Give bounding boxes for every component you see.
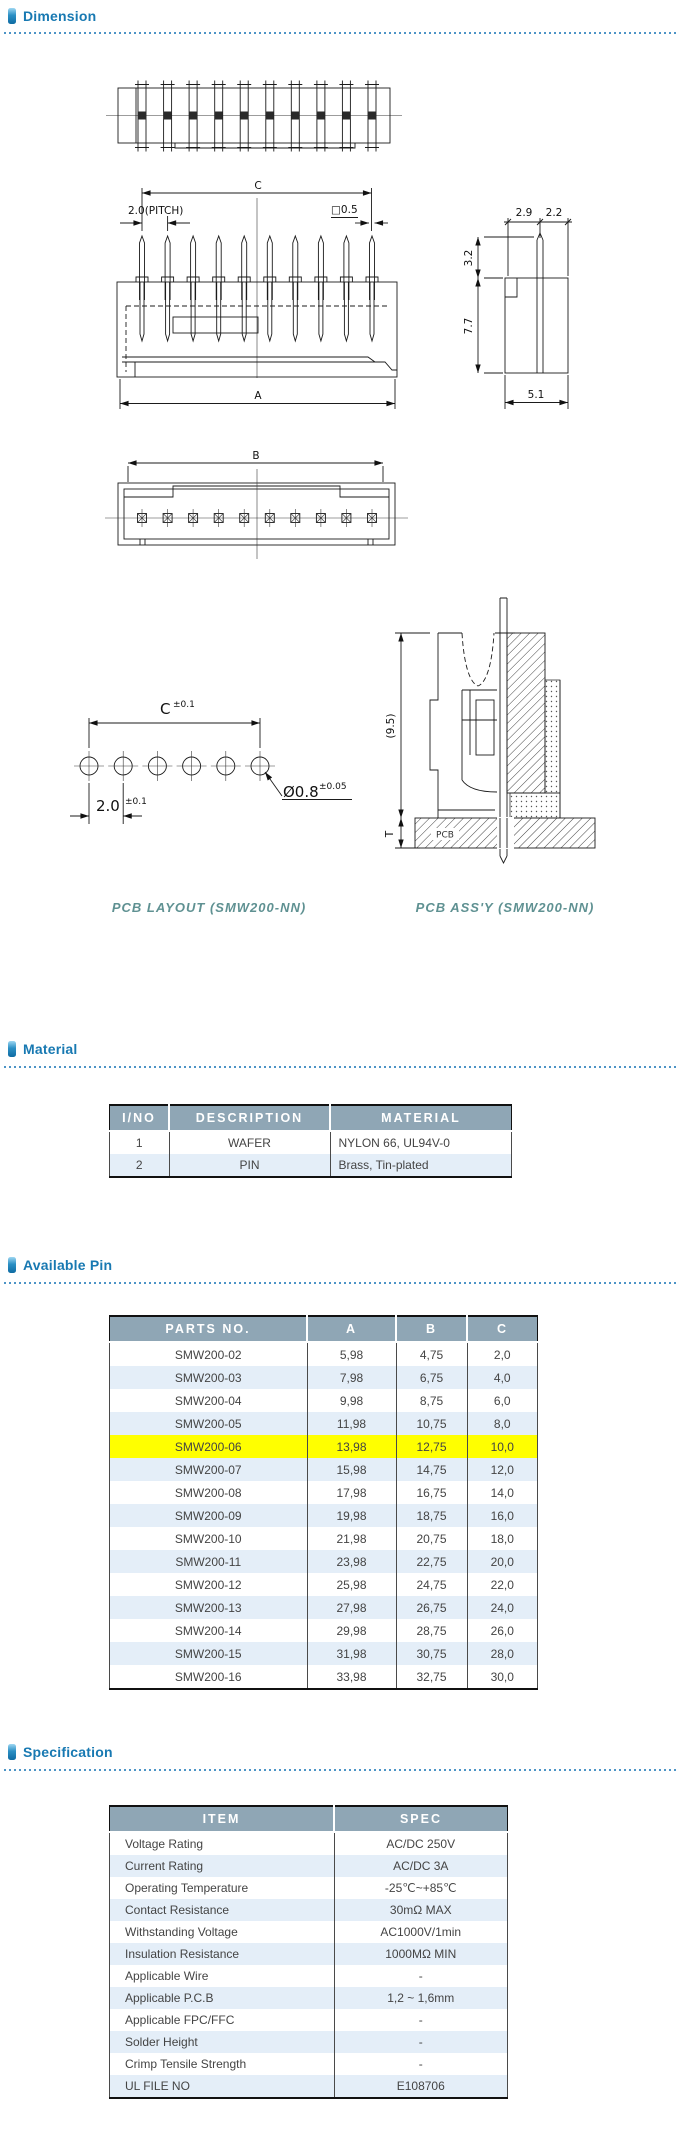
table-cell: 27,98 xyxy=(307,1596,396,1619)
table-cell: WAFER xyxy=(169,1131,330,1154)
dotted-divider xyxy=(4,1282,676,1284)
table-cell: Withstanding Voltage xyxy=(110,1921,335,1943)
table-cell: 2,0 xyxy=(467,1342,538,1366)
column-header: C xyxy=(467,1316,538,1342)
table-row xyxy=(110,1642,538,1665)
dim-label-c: C xyxy=(254,180,262,192)
dimension-drawings xyxy=(0,0,680,940)
section-header-specification xyxy=(8,1743,113,1761)
dim-label-pcb-c: C xyxy=(160,700,171,718)
table-cell: 20,75 xyxy=(396,1527,467,1550)
table-cell: 8,75 xyxy=(396,1389,467,1412)
dim-label-pcb-dia: Ø0.8 xyxy=(283,783,319,801)
table-row xyxy=(110,1550,538,1573)
table-cell: SMW200-14 xyxy=(110,1619,308,1642)
table-header-row xyxy=(110,1806,508,1832)
dotted-divider xyxy=(4,1066,676,1068)
side-view-drawing xyxy=(463,207,572,409)
table-cell: SMW200-12 xyxy=(110,1573,308,1596)
table-cell: 30,0 xyxy=(467,1665,538,1689)
table-cell: 10,0 xyxy=(467,1435,538,1458)
table-cell: Contact Resistance xyxy=(110,1899,335,1921)
table-cell: SMW200-15 xyxy=(110,1642,308,1665)
table-cell: 26,0 xyxy=(467,1619,538,1642)
table-cell: Applicable P.C.B xyxy=(110,1987,335,2009)
table-row xyxy=(110,2075,508,2098)
table-cell: SMW200-13 xyxy=(110,1596,308,1619)
table-cell: SMW200-11 xyxy=(110,1550,308,1573)
table-cell: 15,98 xyxy=(307,1458,396,1481)
table-header-row xyxy=(110,1105,512,1131)
table-row xyxy=(110,1154,512,1177)
table-cell: 16,0 xyxy=(467,1504,538,1527)
table-row xyxy=(110,1987,508,2009)
table-cell: SMW200-07 xyxy=(110,1458,308,1481)
table-cell: 22,75 xyxy=(396,1550,467,1573)
table-row xyxy=(110,1899,508,1921)
table-cell: SMW200-09 xyxy=(110,1504,308,1527)
table-cell: E108706 xyxy=(334,2075,508,2098)
table-cell: AC/DC 250V xyxy=(334,1832,508,1855)
table-row xyxy=(110,1481,538,1504)
front-view-drawing xyxy=(117,180,397,409)
table-cell: - xyxy=(334,2009,508,2031)
dim-label-32: 3.2 xyxy=(463,249,475,267)
table-cell: UL FILE NO xyxy=(110,2075,335,2098)
table-cell: NYLON 66, UL94V-0 xyxy=(330,1131,512,1154)
section-bullet-icon xyxy=(8,1041,16,1057)
table-cell: 12,0 xyxy=(467,1458,538,1481)
table-cell: 11,98 xyxy=(307,1412,396,1435)
table-cell: Brass, Tin-plated xyxy=(330,1154,512,1177)
available-pin-table xyxy=(109,1315,538,1690)
table-cell: 8,0 xyxy=(467,1412,538,1435)
table-cell: Applicable Wire xyxy=(110,1965,335,1987)
dotted-divider xyxy=(4,1769,676,1771)
table-cell: - xyxy=(334,2053,508,2075)
table-cell: 31,98 xyxy=(307,1642,396,1665)
table-cell: SMW200-06 xyxy=(110,1435,308,1458)
table-cell: Operating Temperature xyxy=(110,1877,335,1899)
section-header-material xyxy=(8,1040,78,1058)
table-cell: 26,75 xyxy=(396,1596,467,1619)
section-header-available-pin xyxy=(8,1256,112,1274)
table-row xyxy=(110,1389,538,1412)
pcb-assembly-drawing xyxy=(384,598,595,915)
table-cell: 7,98 xyxy=(307,1366,396,1389)
table-cell: Solder Height xyxy=(110,2031,335,2053)
table-cell: 24,75 xyxy=(396,1573,467,1596)
table-row xyxy=(110,1877,508,1899)
table-cell: 24,0 xyxy=(467,1596,538,1619)
table-row xyxy=(110,1665,538,1689)
table-cell: 6,75 xyxy=(396,1366,467,1389)
table-row xyxy=(110,1965,508,1987)
table-row xyxy=(110,1619,538,1642)
table-row xyxy=(110,1342,538,1366)
table-cell: 1 xyxy=(110,1131,170,1154)
dim-label-pcb-c-tol: ±0.1 xyxy=(173,700,195,710)
dim-label-pcb-dia-tol: ±0.05 xyxy=(319,782,347,792)
table-cell: 25,98 xyxy=(307,1573,396,1596)
table-cell: 1000MΩ MIN xyxy=(334,1943,508,1965)
table-row xyxy=(110,1131,512,1154)
table-cell: 1,2 ~ 1,6mm xyxy=(334,1987,508,2009)
table-cell: 17,98 xyxy=(307,1481,396,1504)
table-row xyxy=(110,1435,538,1458)
dim-label-pcb-pitch-tol: ±0.1 xyxy=(125,797,147,807)
table-cell: -25℃~+85℃ xyxy=(334,1877,508,1899)
table-cell: SMW200-10 xyxy=(110,1527,308,1550)
table-cell: 18,75 xyxy=(396,1504,467,1527)
table-row xyxy=(110,2009,508,2031)
material-table xyxy=(109,1104,512,1178)
table-cell: 29,98 xyxy=(307,1619,396,1642)
table-cell: Voltage Rating xyxy=(110,1832,335,1855)
table-cell: 18,0 xyxy=(467,1527,538,1550)
section-title: Material xyxy=(23,1041,78,1057)
table-row xyxy=(110,1943,508,1965)
table-cell: 32,75 xyxy=(396,1665,467,1689)
table-cell: 14,75 xyxy=(396,1458,467,1481)
section-title: Available Pin xyxy=(23,1257,113,1273)
dim-label-29: 2.9 xyxy=(515,207,533,219)
table-cell: 4,0 xyxy=(467,1366,538,1389)
table-row xyxy=(110,2053,508,2075)
dim-label-pcb-pitch: 2.0 xyxy=(96,797,120,815)
table-cell: 6,0 xyxy=(467,1389,538,1412)
dim-label-t: T xyxy=(384,830,396,838)
section-bullet-icon xyxy=(8,1257,16,1273)
top-view-drawing xyxy=(106,81,402,152)
table-row xyxy=(110,1458,538,1481)
table-cell: AC1000V/1min xyxy=(334,1921,508,1943)
dim-label-22: 2.2 xyxy=(545,207,563,219)
table-cell: SMW200-04 xyxy=(110,1389,308,1412)
dim-label-pitch: 2.0(PITCH) xyxy=(128,205,184,217)
table-cell: Crimp Tensile Strength xyxy=(110,2053,335,2075)
table-cell: AC/DC 3A xyxy=(334,1855,508,1877)
table-cell: 2 xyxy=(110,1154,170,1177)
column-header: DESCRIPTION xyxy=(169,1105,330,1131)
column-header: SPEC xyxy=(334,1806,508,1832)
specification-table xyxy=(109,1805,508,2099)
table-cell: SMW200-03 xyxy=(110,1366,308,1389)
table-cell: 21,98 xyxy=(307,1527,396,1550)
pcb-layout-drawing xyxy=(70,700,352,915)
column-header: I/NO xyxy=(110,1105,170,1131)
pcb-layout-caption: PCB LAYOUT (SMW200-NN) xyxy=(111,900,307,915)
dim-label-51: 5.1 xyxy=(527,389,545,401)
dim-label-square: □0.5 xyxy=(331,204,358,216)
table-cell: Insulation Resistance xyxy=(110,1943,335,1965)
table-cell: 5,98 xyxy=(307,1342,396,1366)
dim-label-a: A xyxy=(254,390,262,402)
section-title: Dimension xyxy=(23,8,97,24)
table-cell: 20,0 xyxy=(467,1550,538,1573)
pcb-assy-caption: PCB ASS'Y (SMW200-NN) xyxy=(415,900,595,915)
column-header: MATERIAL xyxy=(330,1105,512,1131)
table-row xyxy=(110,1832,508,1855)
bottom-view-drawing xyxy=(105,450,408,559)
table-cell: 19,98 xyxy=(307,1504,396,1527)
dim-label-77: 7.7 xyxy=(463,317,475,335)
pcb-label: PCB xyxy=(436,830,454,841)
table-row xyxy=(110,1412,538,1435)
column-header: A xyxy=(307,1316,396,1342)
dim-label-b: B xyxy=(252,450,260,462)
table-cell: 23,98 xyxy=(307,1550,396,1573)
table-cell: 33,98 xyxy=(307,1665,396,1689)
table-row xyxy=(110,1527,538,1550)
table-cell: 10,75 xyxy=(396,1412,467,1435)
table-row xyxy=(110,1366,538,1389)
table-cell: - xyxy=(334,1965,508,1987)
table-header-row xyxy=(110,1316,538,1342)
table-cell: 13,98 xyxy=(307,1435,396,1458)
table-cell: 16,75 xyxy=(396,1481,467,1504)
table-row xyxy=(110,1573,538,1596)
table-cell: SMW200-02 xyxy=(110,1342,308,1366)
table-cell: 28,75 xyxy=(396,1619,467,1642)
table-cell: 28,0 xyxy=(467,1642,538,1665)
table-row xyxy=(110,1596,538,1619)
table-cell: 4,75 xyxy=(396,1342,467,1366)
table-row xyxy=(110,1504,538,1527)
table-cell: 9,98 xyxy=(307,1389,396,1412)
section-bullet-icon xyxy=(8,1744,16,1760)
table-cell: SMW200-08 xyxy=(110,1481,308,1504)
table-cell: SMW200-05 xyxy=(110,1412,308,1435)
table-cell: - xyxy=(334,2031,508,2053)
table-cell: SMW200-16 xyxy=(110,1665,308,1689)
table-cell: 12,75 xyxy=(396,1435,467,1458)
table-row xyxy=(110,2031,508,2053)
table-cell: 30,75 xyxy=(396,1642,467,1665)
table-cell: 14,0 xyxy=(467,1481,538,1504)
table-cell: 22,0 xyxy=(467,1573,538,1596)
table-cell: 30mΩ MAX xyxy=(334,1899,508,1921)
column-header: PARTS NO. xyxy=(110,1316,308,1342)
column-header: B xyxy=(396,1316,467,1342)
table-cell: Current Rating xyxy=(110,1855,335,1877)
section-title: Specification xyxy=(23,1744,113,1760)
table-cell: PIN xyxy=(169,1154,330,1177)
table-row xyxy=(110,1921,508,1943)
dim-label-95: (9.5) xyxy=(385,713,397,739)
table-cell: Applicable FPC/FFC xyxy=(110,2009,335,2031)
column-header: ITEM xyxy=(110,1806,335,1832)
table-row xyxy=(110,1855,508,1877)
